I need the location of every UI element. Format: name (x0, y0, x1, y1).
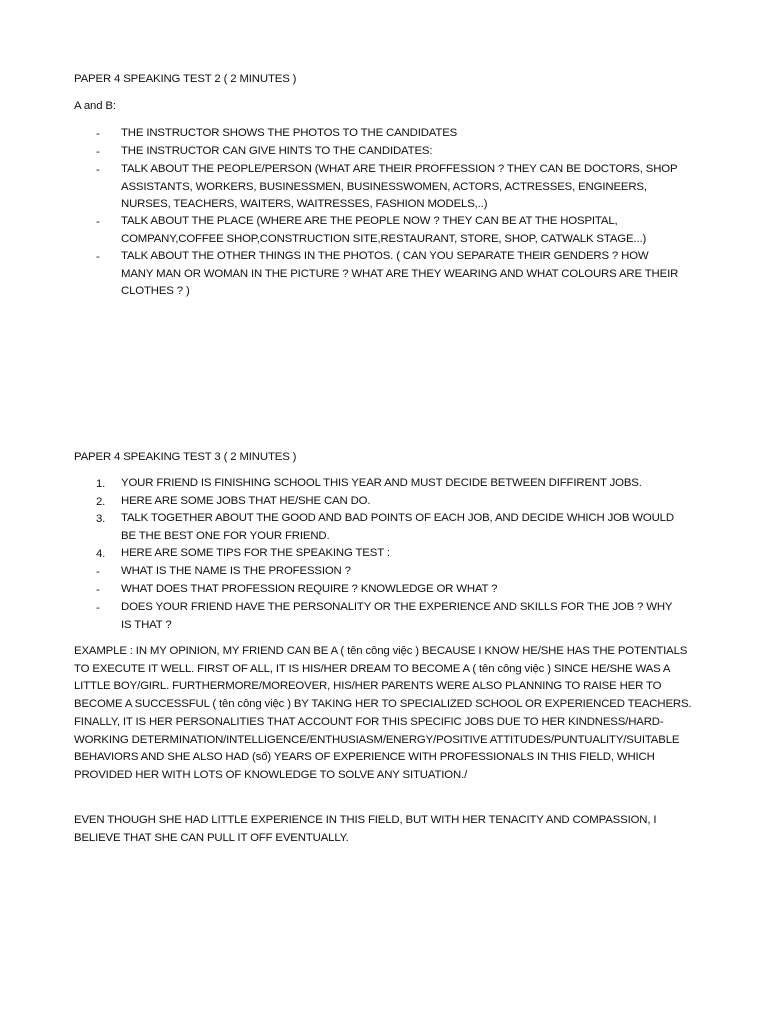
conclusion-paragraph: EVEN THOUGH SHE HAD LITTLE EXPERIENCE IN THIS FIELD, BUT WITH HER TENACITY AND COMPASSION, I BELIEVE THAT SHE CAN PULL IT OFF EVENTUALLY. (74, 814, 657, 844)
bullet-text: THE INSTRUCTOR CAN GIVE HINTS TO THE CANDIDATES: (121, 145, 433, 157)
item-number: 2. (96, 496, 106, 508)
test2-title: PAPER 4 SPEAKING TEST 2 ( 2 MINUTES ) (74, 73, 297, 85)
bullet-text: TALK ABOUT THE OTHER THINGS IN THE PHOTOS. ( CAN YOU SEPARATE THEIR GENDERS ? HOW MANY MAN OR WOMAN IN THE PICTURE ? WHAT ARE THEY WEARING AND WHAT COLOURS ARE THEIR CLOTHES ? ) (121, 250, 679, 298)
bullet-text: TALK ABOUT THE PLACE (WHERE ARE THE PEOPLE NOW ? THEY CAN BE AT THE HOSPITAL, COMPANY,COFFEE SHOP,CONSTRUCTION SITE,RESTAURANT, STORE, SHOP, CATWALK STAGE...) (121, 215, 647, 245)
example-paragraph: EXAMPLE : IN MY OPINION, MY FRIEND CAN BE A ( tên công việc ) BECAUSE I KNOW HE/SHE HAS THE POTENTIALS TO EXECUTE IT WELL. FIRST OF ALL, IT IS HIS/HER DREAM TO BECOME A ( tên công việc ) SINCE HE/SHE WAS A LITTLE BOY/GIRL. FURTHERMORE/MOREOVER, HIS/HER PARENTS WERE ALSO PLANNING TO RAISE HER TO BECOME A SUCCESSFUL ( tên công việc ) BY TAKING HER TO SPECIALIZED SCHOOL OR EXPERIENCED TEACHERS. FINALLY, IT IS HER PERSONALITIES THAT ACCOUNT FOR THIS SPECIFIC JOBS DUE TO HER KINDNESS/HARD-WORKING DETERMINATION/INTELLIGENCE/ENTHUSIASM/ENERGY/POSITIVE ATTITUDES/PUNTUALITY/SUITABLE BEHAVIORS AND SHE ALSO HAD (số) YEARS OF EXPERIENCE WITH PROFESSIONALS IN THIS FIELD, WHICH PROVIDED HER WITH LOTS OF KNOWLEDGE TO SOLVE ANY SITUATION./ (74, 645, 692, 781)
bullet-dash: - (96, 216, 100, 228)
bullet-text: TALK ABOUT THE PEOPLE/PERSON (WHAT ARE THEIR PROFFESSION ? THEY CAN BE DOCTORS, SHOP ASSISTANTS, WORKERS, BUSINESSMEN, BUSINESSWOMEN, ACTORS, ACTRESSES, ENGINEERS, NURSES, TEACHERS, WAITERS, WAITRESSES, FASHION MODELS,..) (121, 163, 678, 211)
bullet-dash: - (96, 251, 100, 263)
item-text: TALK TOGETHER ABOUT THE GOOD AND BAD POINTS OF EACH JOB, AND DECIDE WHICH JOB WOULD BE THE BEST ONE FOR YOUR FRIEND. (121, 512, 674, 542)
tip-text: WHAT IS THE NAME IS THE PROFESSION ? (121, 565, 351, 577)
bullet-text: THE INSTRUCTOR SHOWS THE PHOTOS TO THE CANDIDATES (121, 127, 458, 139)
item-number: 4. (96, 548, 106, 560)
bullet-dash: - (96, 164, 100, 176)
item-text: YOUR FRIEND IS FINISHING SCHOOL THIS YEAR AND MUST DECIDE BETWEEN DIFFIRENT JOBS. (121, 477, 642, 489)
item-number: 3. (96, 513, 106, 525)
item-text: HERE ARE SOME JOBS THAT HE/SHE CAN DO. (121, 495, 371, 507)
tip-text: DOES YOUR FRIEND HAVE THE PERSONALITY OR THE EXPERIENCE AND SKILLS FOR THE JOB ? WHY IS THAT ? (121, 601, 673, 631)
bullet-dash: - (96, 128, 100, 140)
bullet-dash: - (96, 146, 100, 158)
tip-text: WHAT DOES THAT PROFESSION REQUIRE ? KNOWLEDGE OR WHAT ? (121, 583, 498, 595)
item-text: HERE ARE SOME TIPS FOR THE SPEAKING TEST : (121, 547, 390, 559)
test2-subtitle: A and B: (74, 100, 116, 112)
item-number: 1. (96, 478, 106, 490)
test3-title: PAPER 4 SPEAKING TEST 3 ( 2 MINUTES ) (74, 451, 297, 463)
bullet-dash: - (96, 566, 100, 578)
bullet-dash: - (96, 602, 100, 614)
bullet-dash: - (96, 584, 100, 596)
